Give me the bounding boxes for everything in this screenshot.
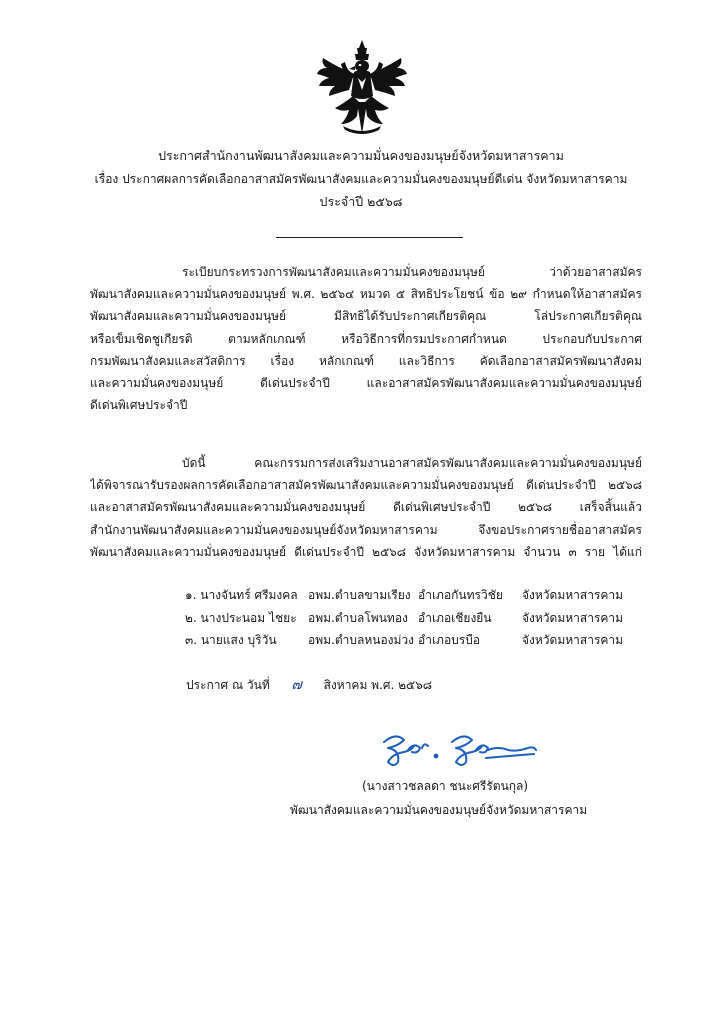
awardee-name: ๑. นางจันทร์ ศรีมงคล <box>185 588 298 602</box>
paragraph-line: หรือเข็มเชิดชูเกียรติ ตามหลักเกณฑ์ หรือวิธีการที่กรมประกาศกำหนด ประกอบกับประกาศ <box>90 331 642 346</box>
awardee-district: อำเภอกันทรวิชัย <box>418 588 503 602</box>
paragraph-announcement <box>90 452 642 563</box>
paragraph-line: สำนักงานพัฒนาสังคมและความมั่นคงของมนุษย์จังหวัดมหาสารคาม จึงขอประกาศรายชื่ออาสาสมัคร <box>90 522 642 537</box>
paragraph-line: พัฒนาสังคมและความมั่นคงของมนุษย์ ดีเด่นประจำปี ๒๕๖๘ จังหวัดมหาสารคาม จำนวน ๓ ราย ได้แก่ <box>90 544 642 559</box>
awardee-province: จังหวัดมหาสารคาม <box>522 588 624 602</box>
awardee-district: อำเภอเชียงยืน <box>418 610 492 625</box>
paragraph-line: และอาสาสมัครพัฒนาสังคมและความมั่นคงของมนุษย์ ดีเด่นพิเศษประจำปี ๒๕๖๘ เสร็จสิ้นแล้ว <box>90 500 642 515</box>
header-subject: เรื่อง ประกาศผลการคัดเลือกอาสาสมัครพัฒนาสังคมและความมั่นคงของมนุษย์ดีเด่น จังหวัดมหาสารคาม <box>94 172 628 186</box>
paragraph-line: บัดนี้ คณะกรรมการส่งเสริมงานอาสาสมัครพัฒนาสังคมและความมั่นคงของมนุษย์ <box>182 456 642 470</box>
list-item <box>185 607 642 630</box>
paragraph-line: ระเบียบกระทรวงการพัฒนาสังคมและความมั่นคงของมนุษย์ ว่าด้วยอาสาสมัคร <box>182 265 642 279</box>
header-divider <box>276 237 463 238</box>
announcement-day: ๗ <box>291 677 302 693</box>
header-year: ประจำปี ๒๕๖๘ <box>319 194 403 209</box>
list-item <box>185 629 642 652</box>
announcement-date <box>186 674 432 696</box>
handwritten-signature <box>378 728 540 774</box>
awardee-village: อพม.ตำบลขามเรียง <box>308 588 411 602</box>
paragraph-line: ได้พิจารณารับรองผลการคัดเลือกอาสาสมัครพัฒนาสังคมและความมั่นคงของมนุษย์ ดีเด่นประจำปี ๒๕๖๘ <box>90 478 642 493</box>
paragraph-regulation <box>90 261 642 416</box>
awardee-province: จังหวัดมหาสารคาม <box>522 633 624 647</box>
awardee-district: อำเภอบรบือ <box>418 633 481 647</box>
paragraph-line: กรมพัฒนาสังคมและสวัสดิการ เรื่อง หลักเกณฑ์ และวิธีการ คัดเลือกอาสาสมัครพัฒนาสังคม <box>90 353 642 368</box>
awardee-village: อพม.ตำบลหนองม่วง <box>308 633 415 647</box>
garuda-emblem-icon <box>313 38 411 138</box>
awardee-list <box>185 584 642 652</box>
signatory-position: พัฒนาสังคมและความมั่นคงของมนุษย์จังหวัดมหาสารคาม <box>290 803 588 817</box>
awardee-name: ๓. นายแสง บุริวัน <box>185 633 277 647</box>
awardee-village: อพม.ตำบลโพนทอง <box>308 610 408 625</box>
awardee-name: ๒. นางประนอม ไชยะ <box>185 610 297 625</box>
header-title: ประกาศสำนักงานพัฒนาสังคมและความมั่นคงของมนุษย์จังหวัดมหาสารคาม <box>158 148 564 163</box>
paragraph-line: และความมั่นคงของมนุษย์ ดีเด่นประจำปี และอาสาสมัครพัฒนาสังคมและความมั่นคงของมนุษย์ <box>90 375 642 390</box>
paragraph-line: ดีเด่นพิเศษประจำปี <box>90 398 188 413</box>
announcement-month-year: สิงหาคม พ.ศ. ๒๕๖๘ <box>323 678 433 692</box>
list-item <box>185 584 642 607</box>
announcement-prefix: ประกาศ ณ วันที่ <box>186 678 270 692</box>
paragraph-line: พัฒนาสังคมและความมั่นคงของมนุษย์ มีสิทธิได้รับประกาศเกียรติคุณ โล่ประกาศเกียรติคุณ <box>90 309 642 324</box>
signatory-name: (นางสาวชลลดา ชนะศรีรัตนกุล) <box>362 779 529 793</box>
paragraph-line: พัฒนาสังคมและความมั่นคงของมนุษย์ พ.ศ. ๒๕๖๔ หมวด ๕ สิทธิประโยชน์ ข้อ ๒๙ กำหนดให้อาสาสมัคร <box>90 287 642 302</box>
awardee-province: จังหวัดมหาสารคาม <box>522 610 624 625</box>
